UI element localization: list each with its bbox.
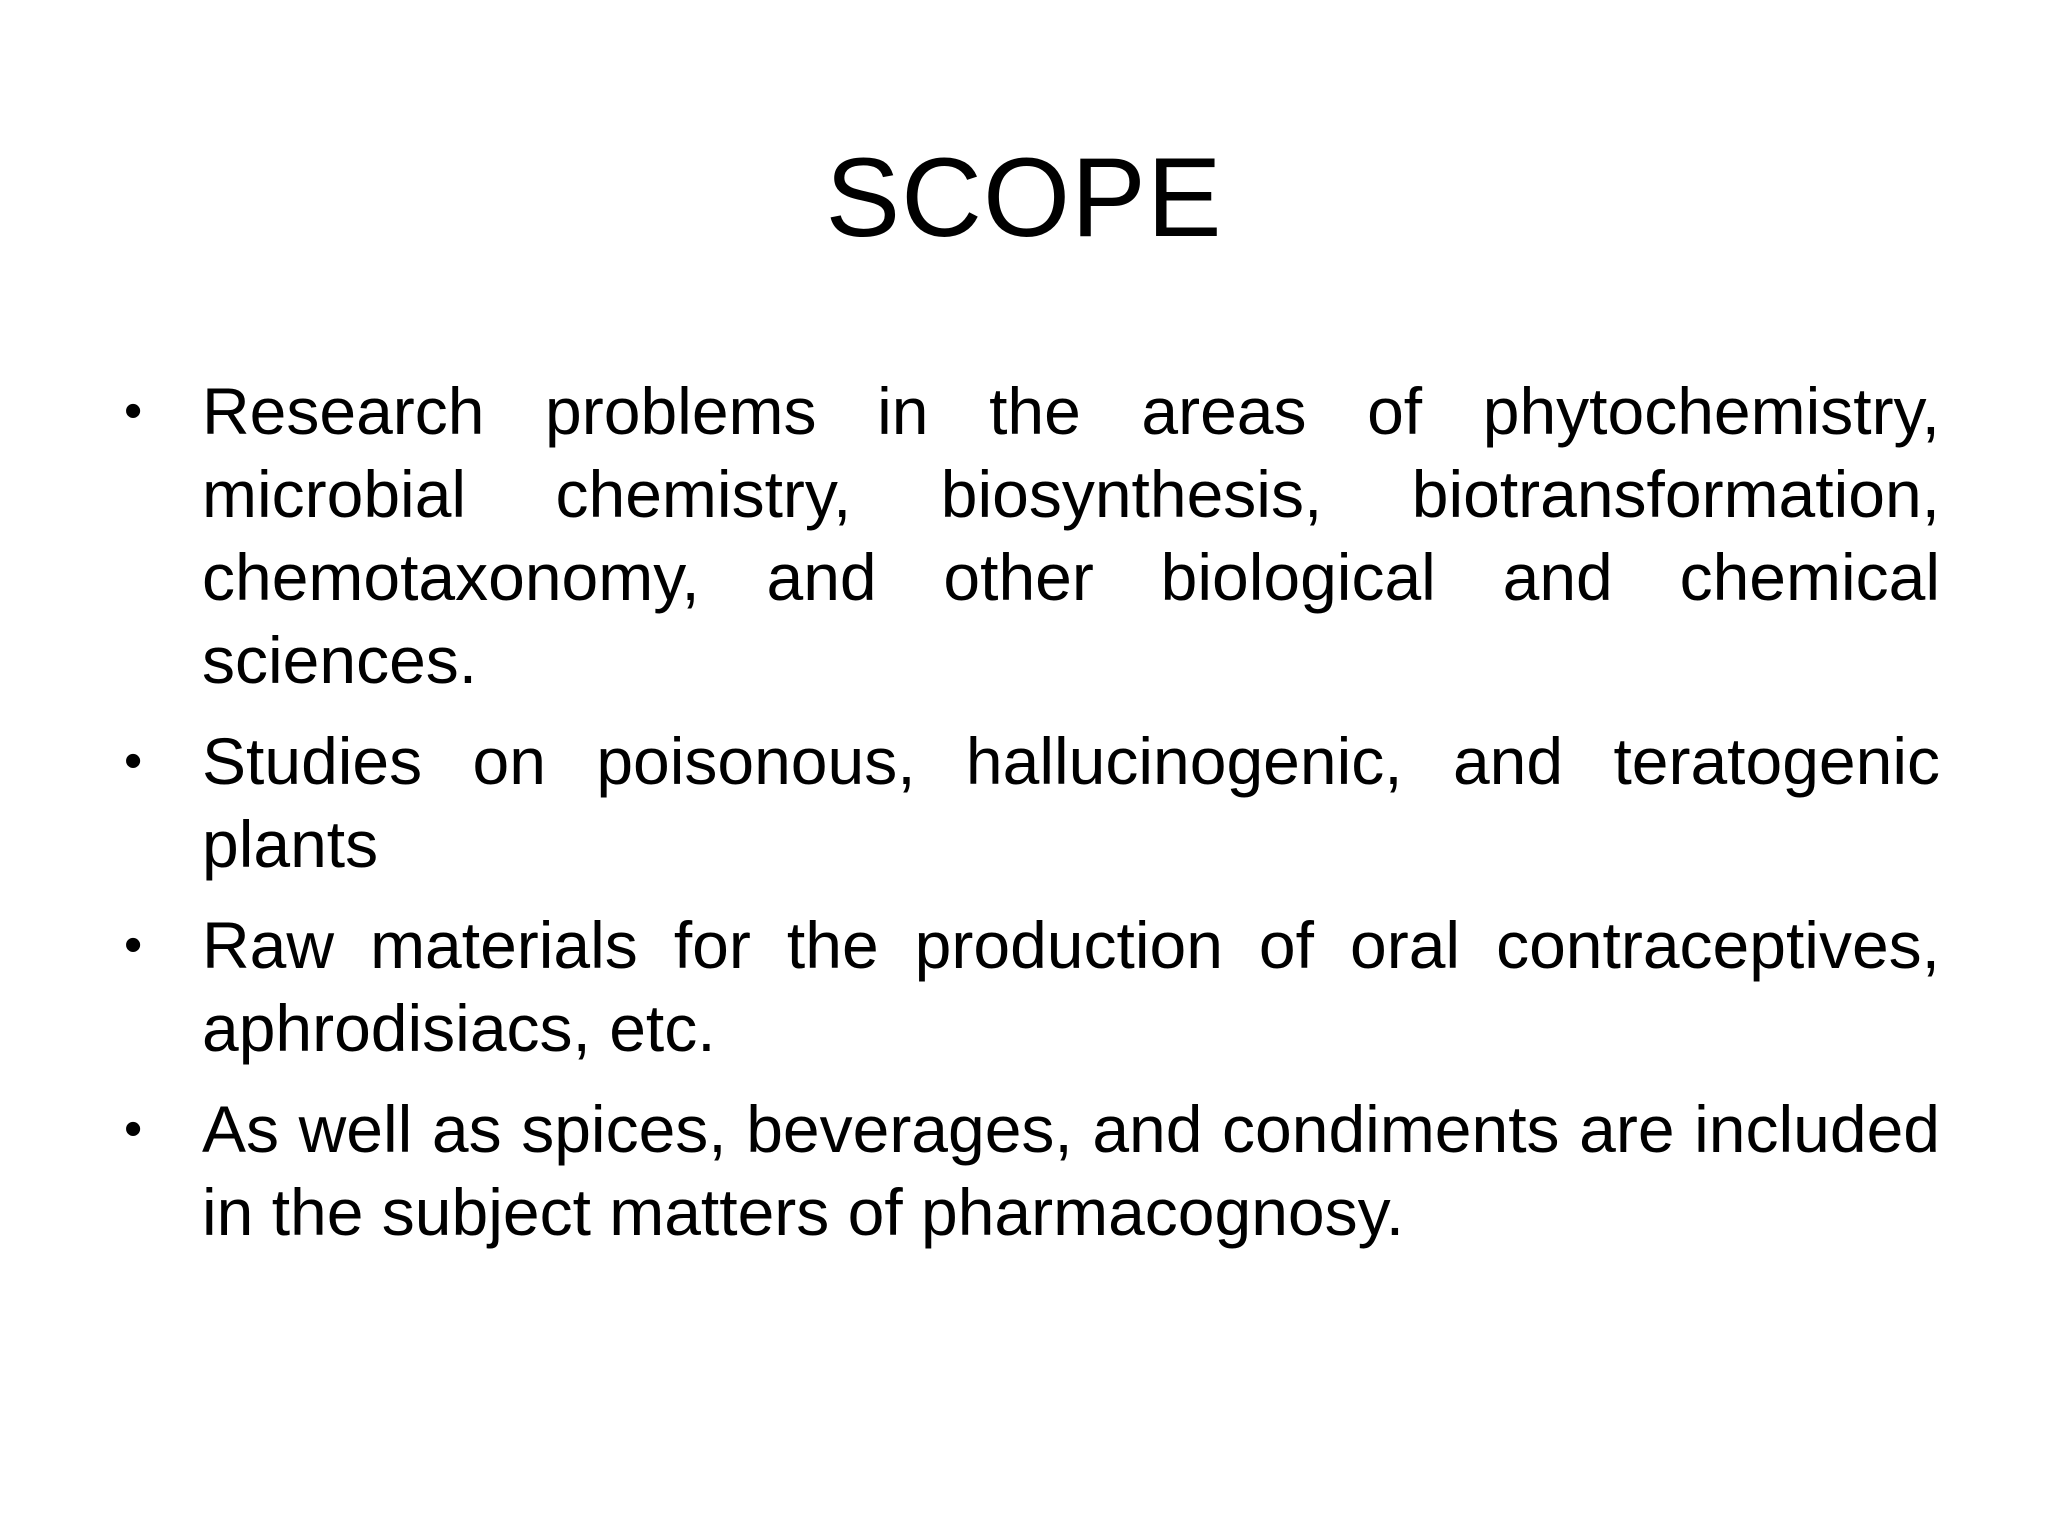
bullet-text: Studies on poisonous, hallucinogenic, and teratogenic plants: [202, 724, 1940, 881]
bullet-marker: •: [124, 1100, 143, 1158]
bullet-marker: •: [124, 916, 143, 974]
bullet-text: As well as spices, beverages, and condiments are included in the subject matters of pharmacognosy.: [202, 1092, 1940, 1249]
bullet-marker: •: [124, 732, 143, 790]
bullet-item: [120, 370, 1940, 702]
bullet-item: [120, 904, 1940, 1070]
slide-title: SCOPE: [825, 135, 1223, 260]
bullet-text: Raw materials for the production of oral contraceptives, aphrodisiacs, etc.: [202, 908, 1940, 1065]
bullet-item: [120, 1088, 1940, 1254]
bullet-marker: •: [124, 382, 143, 440]
bullet-list: [120, 370, 1940, 1272]
bullet-text: Research problems in the areas of phytochemistry, microbial chemistry, biosynthesis, biotransformation, chemotaxonomy, and other biological and chemical sciences.: [202, 374, 1940, 697]
bullet-item: [120, 720, 1940, 886]
